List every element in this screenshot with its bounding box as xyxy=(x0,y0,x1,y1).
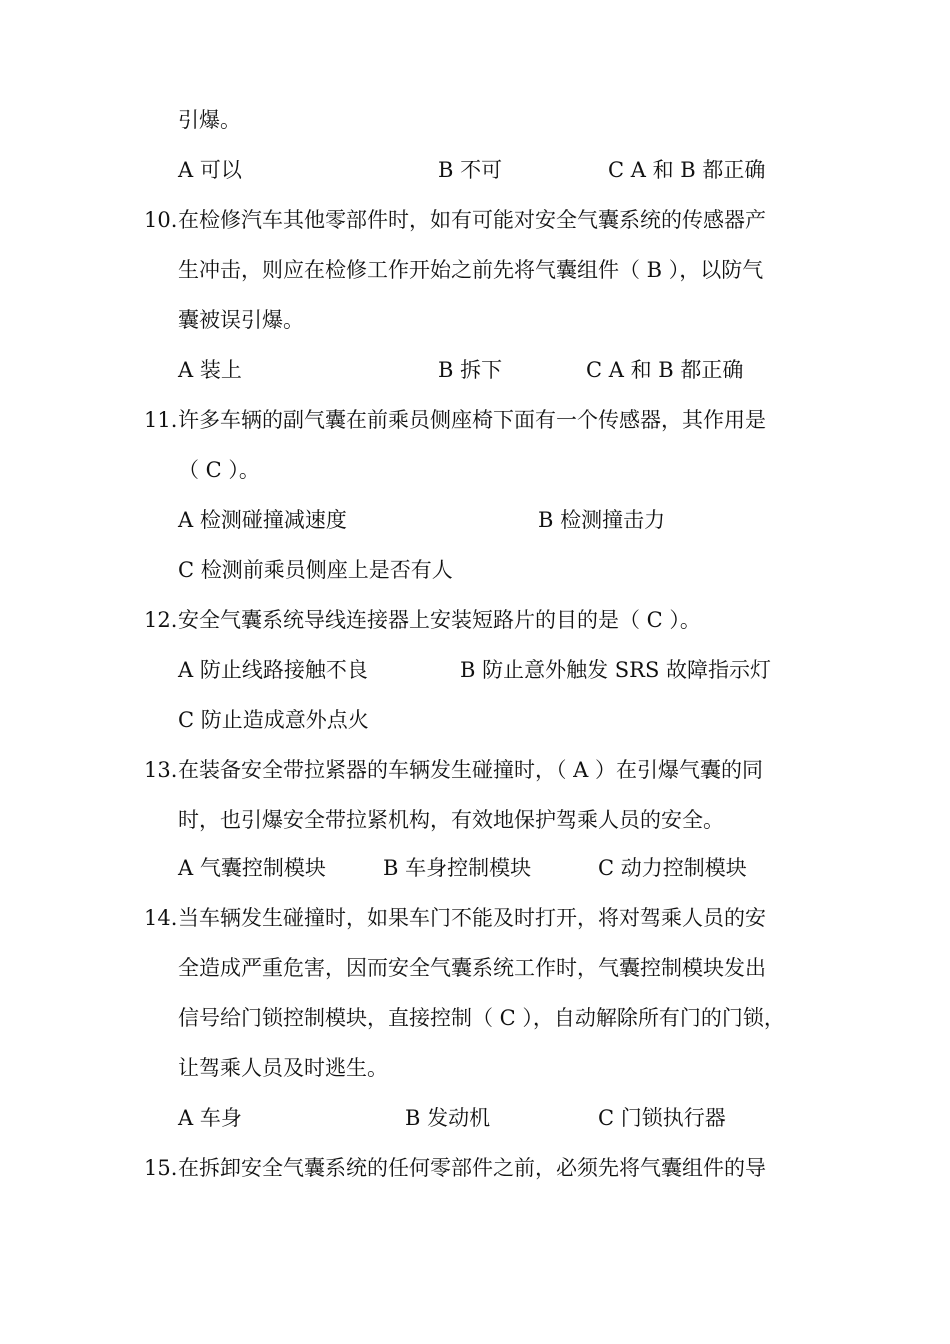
q10-option-c: C A 和 B 都正确 xyxy=(586,358,744,382)
q11-option-c: C 检测前乘员侧座上是否有人 xyxy=(178,558,453,582)
q12-option-b: B 防止意外触发 SRS 故障指示灯 xyxy=(460,658,772,682)
q9-option-c: C A 和 B 都正确 xyxy=(608,158,766,182)
q9-option-a: A 可以 xyxy=(178,158,242,182)
q14-line-3: 信号给门锁控制模块，直接控制（ C ），自动解除所有门的门锁， xyxy=(178,1006,785,1030)
q14-line-4: 让驾乘人员及时逃生。 xyxy=(178,1056,388,1080)
q13-option-c: C 动力控制模块 xyxy=(598,856,747,880)
q15-number: 15. xyxy=(144,1156,178,1180)
q13-option-b: B 车身控制模块 xyxy=(383,856,532,880)
q13-line-1: 在装备安全带拉紧器的车辆发生碰撞时，（ A ）在引爆气囊的同 xyxy=(178,758,764,782)
q12-line-1: 安全气囊系统导线连接器上安装短路片的目的是（ C ）。 xyxy=(178,608,701,632)
q15-line-1: 在拆卸安全气囊系统的任何零部件之前，必须先将气囊组件的导 xyxy=(178,1156,766,1180)
q10-line-1: 在检修汽车其他零部件时，如有可能对安全气囊系统的传感器产 xyxy=(178,208,766,232)
q11-number: 11. xyxy=(144,408,178,432)
q11-line-2: （ C ）。 xyxy=(178,458,260,482)
q10-option-b: B 拆下 xyxy=(438,358,503,382)
q14-option-a: A 车身 xyxy=(178,1106,242,1130)
q9-option-b: B 不可 xyxy=(438,158,503,182)
q11-option-b: B 检测撞击力 xyxy=(538,508,666,532)
q14-option-c: C 门锁执行器 xyxy=(598,1106,726,1130)
q13-option-a: A 气囊控制模块 xyxy=(178,856,326,880)
q13-number: 13. xyxy=(144,758,178,782)
q12-option-c: C 防止造成意外点火 xyxy=(178,708,369,732)
q12-number: 12. xyxy=(144,608,178,632)
q10-option-a: A 装上 xyxy=(178,358,242,382)
q10-line-3: 囊被误引爆。 xyxy=(178,308,304,332)
q9-continuation: 引爆。 xyxy=(178,108,241,132)
q10-number: 10. xyxy=(144,208,178,232)
q14-line-2: 全造成严重危害，因而安全气囊系统工作时，气囊控制模块发出 xyxy=(178,956,766,980)
q11-option-a: A 检测碰撞减速度 xyxy=(178,508,347,532)
q12-option-a: A 防止线路接触不良 xyxy=(178,658,368,682)
q10-line-2: 生冲击，则应在检修工作开始之前先将气囊组件（ B ），以防气 xyxy=(178,258,764,282)
q14-line-1: 当车辆发生碰撞时，如果车门不能及时打开，将对驾乘人员的安 xyxy=(178,906,766,930)
q13-line-2: 时，也引爆安全带拉紧机构，有效地保护驾乘人员的安全。 xyxy=(178,808,724,832)
q14-option-b: B 发动机 xyxy=(405,1106,491,1130)
q11-line-1: 许多车辆的副气囊在前乘员侧座椅下面有一个传感器，其作用是 xyxy=(178,408,766,432)
q14-number: 14. xyxy=(144,906,178,930)
